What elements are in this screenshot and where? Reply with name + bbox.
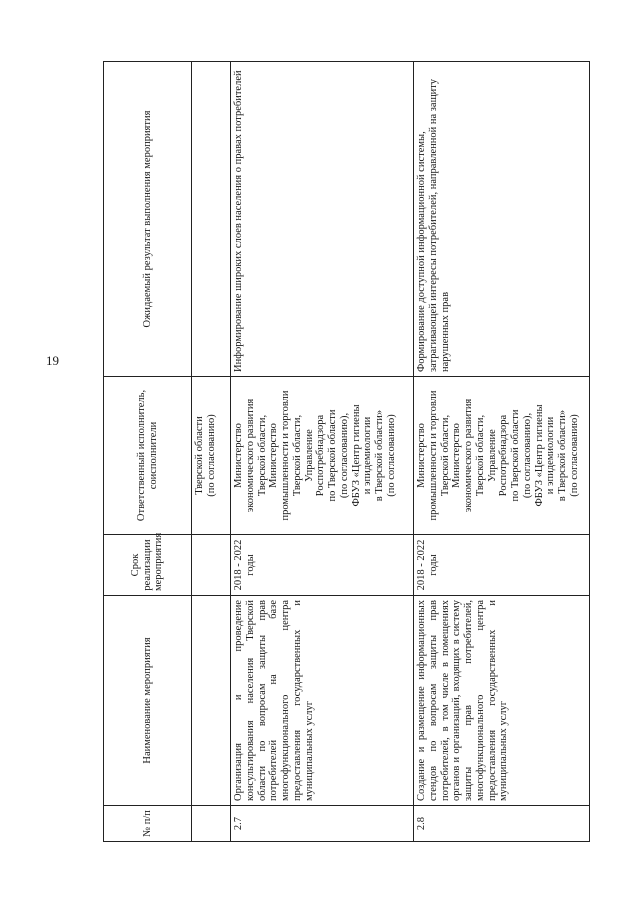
header-num: № п/п bbox=[104, 806, 192, 842]
responsible-line: и эпидемиологии bbox=[362, 416, 374, 495]
responsible-line: промышленности и торговли bbox=[427, 390, 439, 521]
cell-name: Создание и размещение информационных стендов по вопросам защиты прав потребителей, в том числе в помещениях органов и организаций, входящих в систему защиты прав потребителей, многофункционального центра предоставления государственных и муниципальных услуг bbox=[414, 596, 590, 806]
cell-term: 2018 - 2022 годы bbox=[231, 535, 414, 596]
cell-name bbox=[192, 596, 231, 806]
cell-result: Информирование широких слоев населения о правах потребителей bbox=[231, 62, 414, 377]
page-number: 19 bbox=[46, 353, 59, 368]
responsible-line: ФБУЗ «Центр гигиены bbox=[350, 404, 362, 507]
responsible-line: Тверской области bbox=[194, 416, 205, 495]
responsible-line: Роспотребнадзора bbox=[498, 414, 510, 497]
table-row-continuation bbox=[192, 62, 231, 842]
responsible-line: Министерство bbox=[416, 423, 427, 488]
header-name: Наименование мероприятия bbox=[104, 596, 192, 806]
cell-responsible bbox=[414, 377, 590, 535]
header-term: Срок реализации мероприятия bbox=[104, 535, 192, 596]
responsible-line: Управление bbox=[486, 429, 498, 482]
table-header-row bbox=[104, 62, 192, 842]
responsible-line: (по согласованию) bbox=[205, 414, 217, 497]
responsible-line: экономического развития bbox=[463, 398, 474, 513]
rotated-table-frame bbox=[103, 62, 601, 842]
responsible-line: Роспотребнадзора bbox=[315, 414, 327, 497]
responsible-line: (по согласованию) bbox=[385, 414, 397, 497]
cell-num: 2.8 bbox=[414, 806, 590, 842]
cell-responsible bbox=[192, 377, 231, 535]
header-responsible: Ответственный исполнитель, соисполнители bbox=[104, 377, 192, 535]
responsible-line: и эпидемиологии bbox=[545, 416, 557, 495]
responsible-line: промышленности и торговли bbox=[280, 390, 291, 521]
cell-num: 2.7 bbox=[231, 806, 414, 842]
responsible-line: экономического развития bbox=[244, 398, 256, 513]
header-result: Ожидаемый результат выполнения мероприятия bbox=[104, 62, 192, 377]
table-row-2-8 bbox=[414, 62, 590, 842]
cell-name: Организация и проведение консультирования населения Тверской области по вопросам защиты прав потребителей на базе многофункционального центра предоставления государственных и муниципальных услуг bbox=[231, 596, 414, 806]
responsible-line: (по согласованию), bbox=[338, 412, 350, 499]
responsible-line: по Тверской области bbox=[327, 409, 338, 502]
landscape-page bbox=[103, 62, 601, 842]
responsible-line: Тверской области, bbox=[291, 414, 303, 497]
responsible-line: в Тверской области» bbox=[374, 409, 385, 502]
responsible-line: Тверской области, bbox=[439, 414, 451, 497]
cell-term: 2018 - 2022 годы bbox=[414, 535, 590, 596]
cell-responsible bbox=[231, 377, 414, 535]
responsible-line: Министерство bbox=[233, 423, 244, 488]
responsible-line: Тверской области, bbox=[474, 414, 486, 497]
cell-result bbox=[192, 62, 231, 377]
responsible-line: в Тверской области» bbox=[557, 409, 568, 502]
measures-table bbox=[103, 61, 590, 842]
responsible-line: ФБУЗ «Центр гигиены bbox=[533, 404, 545, 507]
responsible-line: Министерство bbox=[268, 423, 280, 488]
responsible-line: Тверской области, bbox=[256, 414, 268, 497]
table-row-2-7 bbox=[231, 62, 414, 842]
cell-num bbox=[192, 806, 231, 842]
responsible-line: Министерство bbox=[451, 423, 463, 488]
responsible-line: (по согласованию) bbox=[568, 414, 580, 497]
responsible-line: по Тверской области bbox=[510, 409, 521, 502]
responsible-line: Управление bbox=[303, 429, 315, 482]
cell-term bbox=[192, 535, 231, 596]
responsible-line: (по согласованию), bbox=[521, 412, 533, 499]
cell-result: Формирование доступной информационной системы, затрагивающей интересы потребителей, направленной на защиту нарушенных прав bbox=[414, 62, 590, 377]
